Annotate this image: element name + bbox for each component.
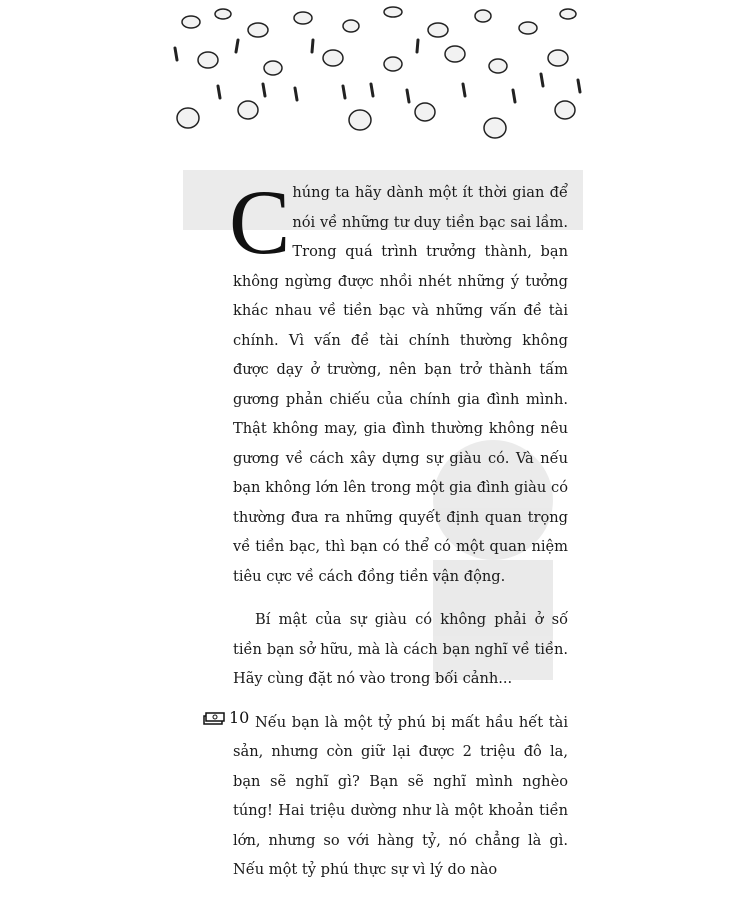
- money-stack-icon: [203, 710, 225, 726]
- page-footer: [203, 708, 249, 727]
- falling-coins-illustration: [163, 0, 588, 150]
- body-text: [229, 171, 568, 899]
- drop-cap: C: [229, 171, 291, 273]
- paragraph-1: [229, 171, 568, 591]
- book-page: [163, 0, 588, 878]
- page-number: 10: [229, 708, 250, 727]
- paragraph-1-text: húng ta hãy dành một ít thời gian để nói về những tư duy tiền bạc sai lầm. Trong quá trình trưởng thành, bạn không ngừng được nhồi nhét những ý tưởng khác nhau về tiền bạc và những vấn đề tài chính. Vì vấn đề tài chính thường không được dạy ở trường, nên bạn trở thành tấm gương phản chiếu của chính gia đình mình. Thật không may, gia đình thường không nêu gương về cách xây dựng sự giàu có. Và nếu bạn không lớn lên trong một gia đình giàu có thường đưa ra những quyết định quan trọng về tiền bạc, thì bạn có thể có một quan niệm tiêu cực về cách đồng tiền vận động.: [233, 184, 568, 585]
- paragraph-2: Bí mật của sự giàu có không phải ở số tiền bạn sở hữu, mà là cách bạn nghĩ về tiền. Hãy cùng đặt nó vào trong bối cảnh...: [233, 611, 568, 687]
- paragraph-3: Nếu bạn là một tỷ phú bị mất hầu hết tài sản, nhưng còn giữ lại được 2 triệu đô la, bạn sẽ nghĩ gì? Bạn sẽ nghĩ mình nghèo túng! Hai triệu dường như là một khoản tiền lớn, nhưng so với hàng tỷ, nó chẳng là gì. Nếu một tỷ phú thực sự vì lý do nào: [233, 713, 568, 878]
